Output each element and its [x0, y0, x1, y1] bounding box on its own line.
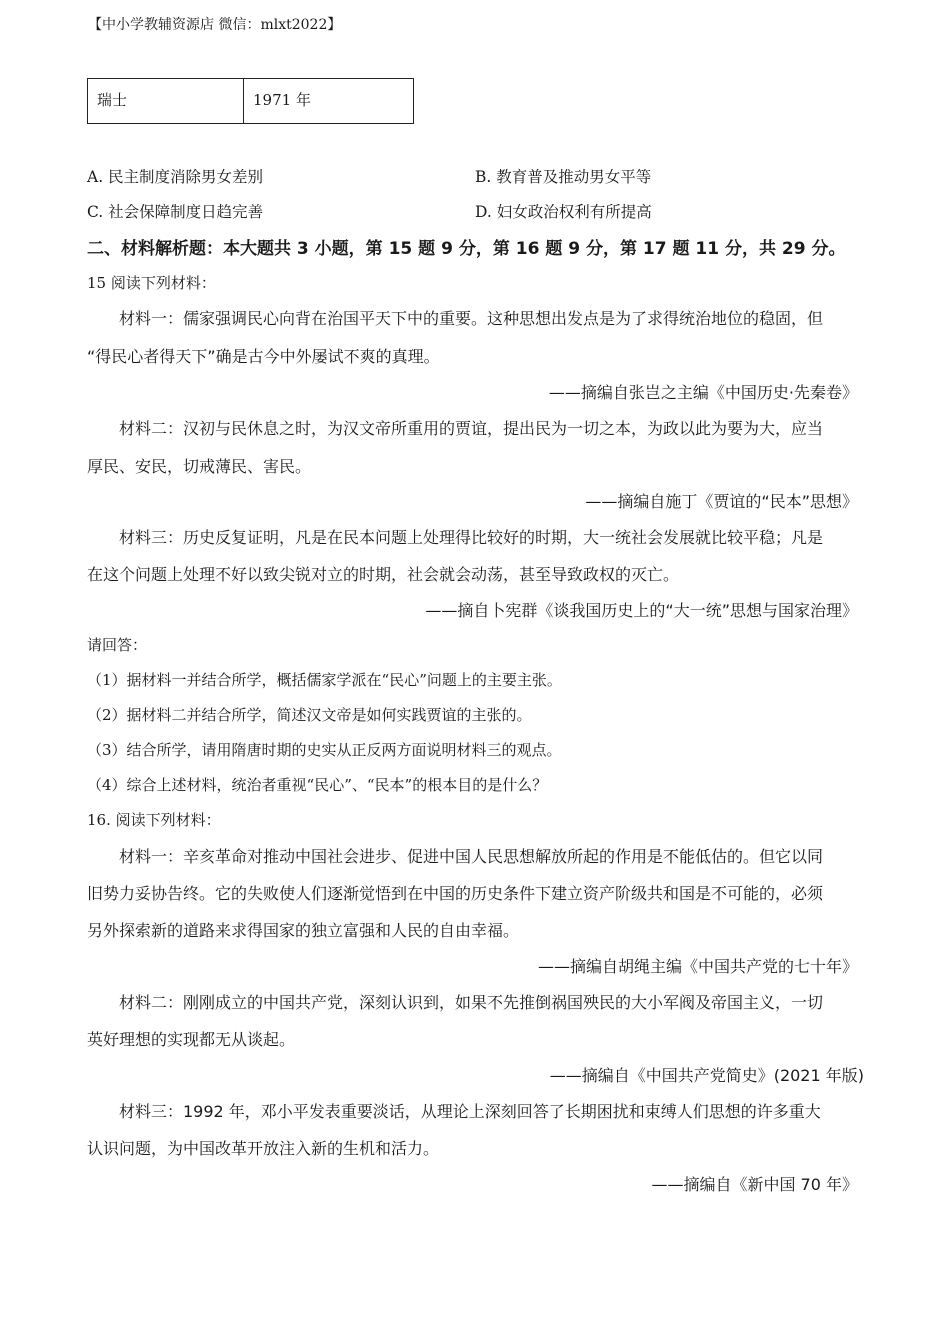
q15-material2-line1: 材料二：汉初与民休息之时，为汉文帝所重用的贾谊，提出民为一切之本，为政以此为要为大，应当: [119, 419, 824, 438]
q15-material1-line1: 材料一：儒家强调民心向背在治国平天下中的重要。这种思想出发点是为了求得统治地位的稳固，但: [119, 309, 824, 328]
q15-sub4: （4）综合上述材料，统治者重视“民心”、“民本”的根本目的是什么？: [87, 776, 548, 794]
q16-title: 16. 阅读下列材料：: [87, 811, 221, 829]
q16-material1-source: ——摘编自胡绳主编《中国共产党的七十年》: [537, 957, 858, 976]
table-row: [88, 79, 414, 124]
q16-material2-line2: 英好理想的实现都无从谈起。: [87, 1030, 296, 1049]
q16-material2-source: ——摘编自《中国共产党简史》(2021 年版): [549, 1066, 864, 1085]
q15-material2-source: ——摘编自施丁《贾谊的“民本”思想》: [585, 492, 858, 511]
section-title: 二、材料解析题：本大题共 3 小题，第 15 题 9 分，第 16 题 9 分，第 17 题 11 分，共 29 分。: [87, 239, 846, 259]
q15-sub3: （3）结合所学，请用隋唐时期的史实从正反两方面说明材料三的观点。: [87, 741, 562, 759]
option-c: C. 社会保障制度日趋完善: [87, 203, 264, 221]
table-cell-country: 瑞士: [88, 79, 244, 124]
q15-ask: 请回答：: [87, 636, 148, 654]
q15-material1-source: ——摘编自张岂之主编《中国历史·先秦卷》: [548, 383, 858, 402]
q16-material1-line1: 材料一：辛亥革命对推动中国社会进步、促进中国人民思想解放所起的作用是不能低估的。但它以同: [119, 847, 824, 866]
option-b: B. 教育普及推动男女平等: [475, 168, 652, 186]
q16-material3-line2: 认识问题，为中国改革开放注入新的生机和活力。: [87, 1139, 440, 1158]
option-a: A. 民主制度消除男女差别: [87, 168, 264, 186]
q16-material1-line2: 旧势力妥协告终。它的失败使人们逐渐觉悟到在中国的历史条件下建立资产阶级共和国是不可能的，必须: [87, 884, 824, 903]
page-header: 【中小学教辅资源店 微信：mlxt2022】: [88, 17, 342, 33]
table-cell-year: 1971 年: [244, 79, 414, 124]
q16-material2-line1: 材料二：刚刚成立的中国共产党，深刻认识到，如果不先推倒祸国殃民的大小军阀及帝国主义，一切: [119, 993, 824, 1012]
option-d: D. 妇女政治权利有所提高: [475, 203, 652, 221]
q15-material3-line2: 在这个问题上处理不好以致尖锐对立的时期，社会就会动荡，甚至导致政权的灭亡。: [87, 565, 680, 584]
q15-material3-source: ——摘自卜宪群《谈我国历史上的“大一统”思想与国家治理》: [425, 601, 858, 620]
q15-material2-line2: 厚民、安民，切戒薄民、害民。: [87, 457, 312, 476]
q16-material3-line1: 材料三：1992 年，邓小平发表重要淡话，从理论上深刻回答了长期困扰和束缚人们思想的许多重大: [119, 1102, 821, 1121]
q16-material3-source: ——摘编自《新中国 70 年》: [651, 1175, 858, 1194]
q15-material3-line1: 材料三：历史反复证明，凡是在民本问题上处理得比较好的时期，大一统社会发展就比较平稳；凡是: [119, 528, 824, 547]
country-year-table: [87, 78, 414, 124]
q15-sub2: （2）据材料二并结合所学，简述汉文帝是如何实践贾谊的主张的。: [87, 706, 532, 724]
q15-sub1: （1）据材料一并结合所学，概括儒家学派在“民心”问题上的主要主张。: [87, 671, 562, 689]
q15-material1-line2: “得民心者得天下”确是古今中外屡试不爽的真理。: [87, 347, 440, 366]
q15-title: 15 阅读下列材料：: [87, 274, 216, 292]
q16-material1-line3: 另外探索新的道路来求得国家的独立富强和人民的自由幸福。: [87, 921, 520, 940]
